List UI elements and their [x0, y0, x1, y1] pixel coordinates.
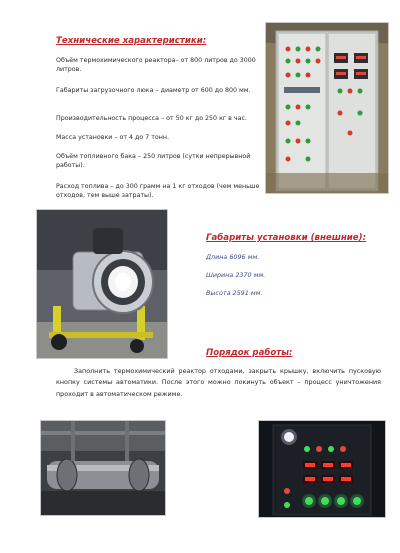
spec-item: Габариты загрузочного люка – диаметр от 600 до 800 мм. — [56, 87, 251, 94]
dimension-length: Длина 6096 мм. — [206, 253, 260, 261]
reactor-photo — [36, 209, 168, 359]
control-panel-night-photo — [258, 420, 386, 518]
spec-item: Объём термохимического реактора– от 800 литров до 3000 литров. — [56, 57, 256, 74]
spec-item: Масса установки – от 4 до 7 тонн. — [56, 134, 170, 141]
spec-item: Объём топливного бака – 250 литров (сутки непрерывной работы). — [56, 153, 251, 170]
dimension-height: Высота 2591 мм. — [206, 289, 263, 297]
reactor-interior-photo — [40, 420, 166, 516]
dimension-width: Ширина 2370 мм. — [206, 271, 266, 279]
procedure-text: Заполнить термохимический реактор отходами, закрыть крышку, включить пусковую кнопку системы автоматики. После этого можно покинуть объект – процесс уничтожения проходит в автоматическом режиме. — [56, 367, 381, 398]
procedure-heading: Порядок работы: — [206, 348, 293, 358]
specs-heading: Технические характеристики: — [56, 36, 207, 46]
spec-item: Расход топлива – до 300 грамм на 1 кг отходов (чем меньше отходов, тем выше затраты). — [56, 183, 260, 200]
dimensions-heading: Габариты установки (внешние): — [206, 233, 367, 243]
control-cabinet-photo — [265, 22, 389, 194]
spec-item: Производительность процесса – от 50 кг до 250 кг в час. — [56, 115, 247, 122]
